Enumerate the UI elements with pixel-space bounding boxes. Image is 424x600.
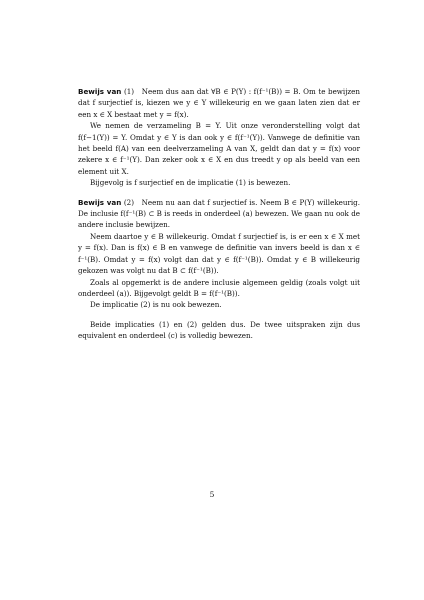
proof2-heading-number: (2) [123,197,135,207]
page-body [78,86,360,342]
proof2-heading: Bewijs van [78,197,122,207]
proof1-paragraph-2: We nemen de verzameling B = Y. Uit onze veronderstelling volgt dat f(f−1(Y)) = Y. Omdat y ∈ Y is dan ook y ∈ f(f⁻¹(Y)). Vanwege de definitie van het beeld f(A) van een deelverzameling A van X, geldt dan dat y = f(x) voor zekere x ∈ f⁻¹(Y). Dan zeker ook x ∈ X en dus treedt y op als beeld van een element uit X. [78,121,360,176]
proof1-heading-number: (1) [123,87,135,96]
proof2-paragraph-1: Neem nu aan dat f surjectief is. Neem B ∈ P(Y) willekeurig. De inclusie f(f⁻¹(B) ⊂ B is reeds in onderdeel (a) bewezen. We gaan nu ook de andere inclusie bewijzen. [78,197,361,230]
conclusion-paragraph: Beide implicaties (1) en (2) gelden dus. De twee uitspraken zijn dus equivalent en onderdeel (c) is volledig bewezen. [78,319,360,341]
proof2-intro [78,197,360,231]
section-gap [78,311,360,319]
section-gap [78,189,360,197]
proof1-intro [78,86,360,120]
page-number: 5 [209,490,215,499]
proof1-paragraph-3: Bijgevolg is f surjectief en de implicatie (1) is bewezen. [90,178,291,188]
proof2-paragraph-3: Zoals al opgemerkt is de andere inclusie algemeen geldig (zoals volgt uit onderdeel (a)). Bijgevolgt geldt B = f(f⁻¹(B)). [78,277,360,298]
proof2-paragraph-2: Neem daartoe y ∈ B willekeurig. Omdat f surjectief is, is er een x ∈ X met y = f(x). Dan is f(x) ∈ B en vanwege de definitie van invers beeld is dan x ∈ f⁻¹(B). Omdat y = f(x) volgt dan dat y ∈ f(f⁻¹(B)). Omdat y ∈ B willekeurig gekozen was volgt nu dat B ⊂ f(f⁻¹(B)). [78,231,360,276]
proof1-heading: Bewijs van [78,87,122,96]
proof1-paragraph-1: Neem dus aan dat ∀B ∈ P(Y) : f(f⁻¹(B)) = B. Om te bewijzen dat f surjectief is, kiezen we y ∈ Y willekeurig en we gaan laten zien dat er een x ∈ X bestaat met y = f(x). [78,87,361,119]
proof2-paragraph-4: De implicatie (2) is nu ook bewezen. [90,300,222,310]
